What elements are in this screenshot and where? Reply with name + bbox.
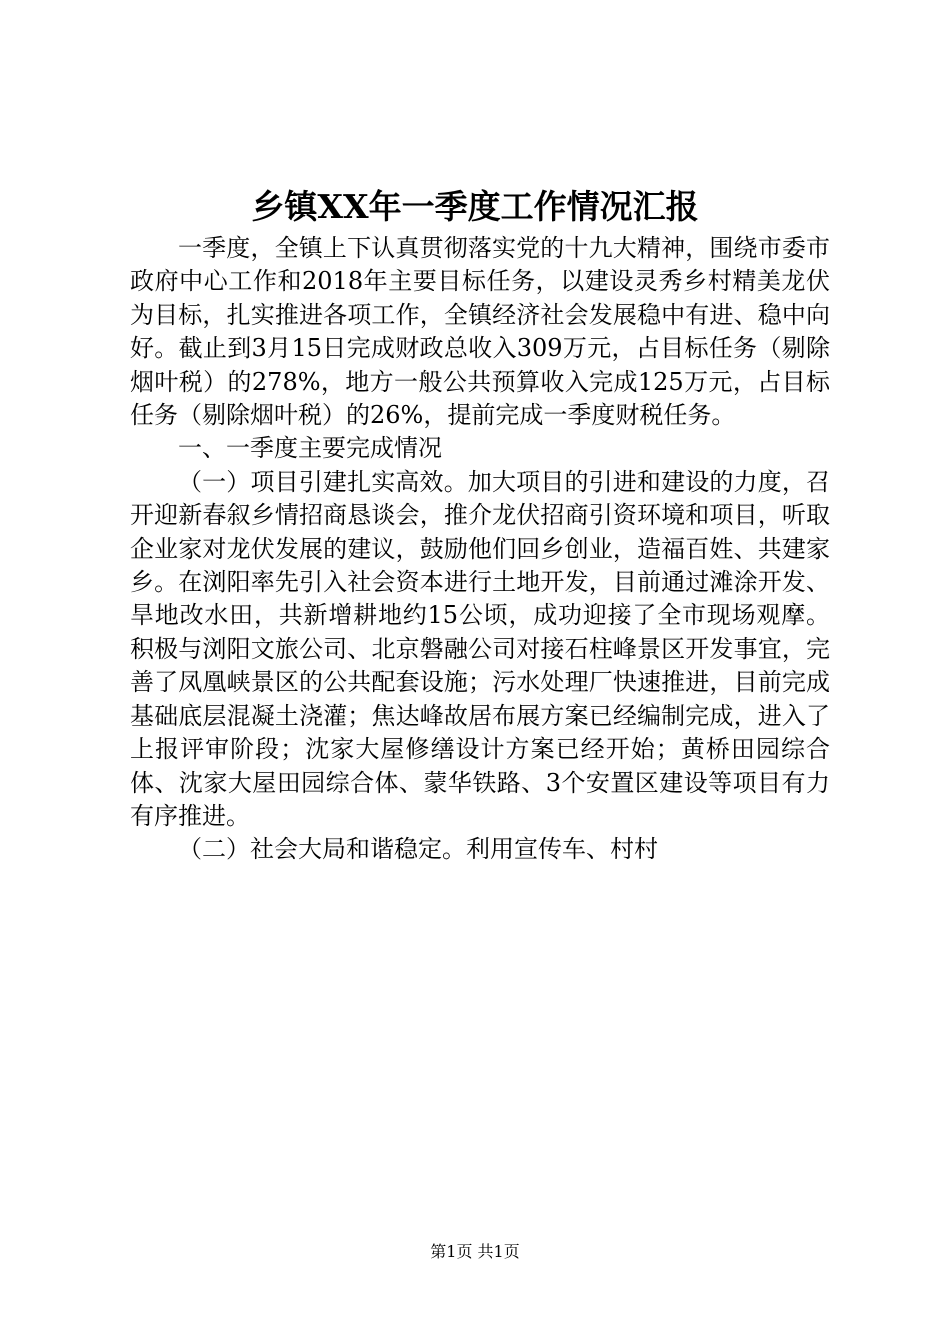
stability-paragraph: （二）社会大局和谐稳定。利用宣传车、村村: [178, 835, 658, 864]
intro-paragraph: 一季度，全镇上下认真贯彻落实党的十九大精神，围绕市委市政府中心工作和2018年主要目标任务，以建设灵秀乡村精美龙伏为目标，扎实推进各项工作，全镇经济社会发展稳中有进、稳中向好。截止到3月15日完成财政总收入309万元，占目标任务（剔除烟叶税）的278%，地方一般公共预算收入完成125万元，占目标任务（剔除烟叶税）的26%，提前完成一季度财税任务。: [130, 234, 830, 430]
section-heading: 一、一季度主要完成情况: [178, 434, 442, 463]
document-body: [130, 232, 830, 867]
project-paragraph: （一）项目引建扎实高效。加大项目的引进和建设的力度，召开迎新春叙乡情招商恳谈会，推介龙伏招商引资环境和项目，听取企业家对龙伏发展的建议，鼓励他们回乡创业，造福百姓、共建家乡。在浏阳率先引入社会资本进行土地开发，目前通过滩涂开发、旱地改水田，共新增耕地约15公顷，成功迎接了全市现场观摩。积极与浏阳文旅公司、北京磐融公司对接石柱峰景区开发事宜，完善了凤凰峡景区的公共配套设施；污水处理厂快速推进，目前完成基础底层混凝土浇灌；焦达峰故居布展方案已经编制完成，进入了上报评审阶段；沈家大屋修缮设计方案已经开始；黄桥田园综合体、沈家大屋田园综合体、蒙华铁路、3个安置区建设等项目有力有序推进。: [130, 467, 830, 830]
page-footer: 第1页 共1页: [430, 1242, 520, 1261]
document-title: 乡镇XX年一季度工作情况汇报: [251, 187, 699, 226]
